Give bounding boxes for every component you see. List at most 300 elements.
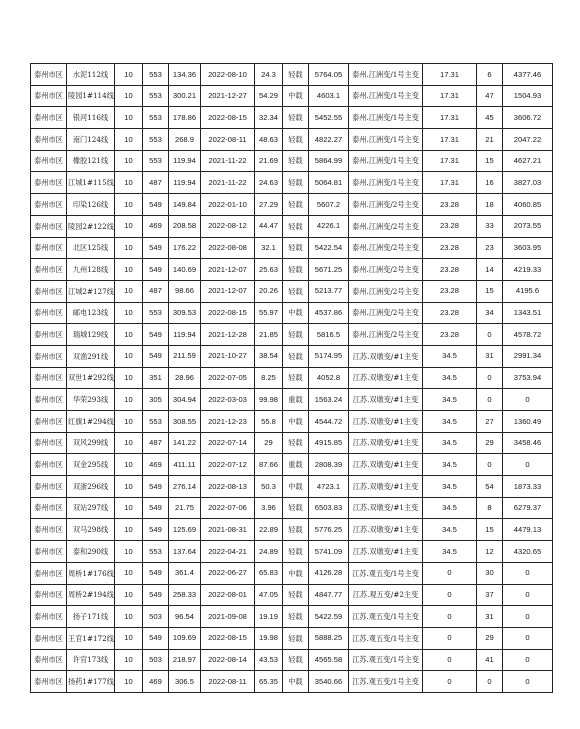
- line-name-cell: 邮电123线: [67, 302, 115, 324]
- voltage-cell: 10: [115, 389, 143, 411]
- line-name-cell: 红旗1#294线: [67, 411, 115, 433]
- margin-cell: 4847.77: [309, 584, 349, 606]
- date-cell: 2021-12-27: [201, 85, 255, 107]
- area-cell: 泰州市区: [31, 64, 67, 86]
- line-name-cell: 北区125线: [67, 237, 115, 259]
- margin-cell: 5741.09: [309, 541, 349, 563]
- load-cell: 306.5: [169, 671, 201, 693]
- voltage-cell: 10: [115, 150, 143, 172]
- load-status-cell: 重载: [283, 389, 309, 411]
- area-cell: 泰州市区: [31, 237, 67, 259]
- date-cell: 2021-11-22: [201, 150, 255, 172]
- area-cell: 泰州市区: [31, 129, 67, 151]
- load-status-cell: 轻载: [283, 345, 309, 367]
- margin-cell: 4052.8: [309, 367, 349, 389]
- available-cell: 3753.94: [503, 367, 553, 389]
- count-cell: 21: [477, 129, 503, 151]
- capacity-cell: 553: [143, 541, 169, 563]
- line-name-cell: 周桥1#176线: [67, 562, 115, 584]
- load-rate-cell: 22.89: [255, 519, 283, 541]
- line-name-cell: 陵园2#122线: [67, 215, 115, 237]
- margin-cell: 5213.77: [309, 280, 349, 302]
- capacity-cell: 553: [143, 411, 169, 433]
- voltage-cell: 10: [115, 129, 143, 151]
- available-cell: 1873.33: [503, 476, 553, 498]
- area-cell: 泰州市区: [31, 454, 67, 476]
- date-cell: 2022-07-05: [201, 367, 255, 389]
- capacity-cell: 305: [143, 389, 169, 411]
- area-cell: 泰州市区: [31, 324, 67, 346]
- transformer-cell: 江苏.双墩变/#1主变: [349, 519, 423, 541]
- load-status-cell: 轻载: [283, 280, 309, 302]
- transformer-rate-cell: 0: [423, 649, 477, 671]
- transformer-cell: 江苏.双墩变/#1主变: [349, 432, 423, 454]
- date-cell: 2021-10-27: [201, 345, 255, 367]
- transformer-rate-cell: 0: [423, 584, 477, 606]
- available-cell: 2073.55: [503, 215, 553, 237]
- load-rate-cell: 29: [255, 432, 283, 454]
- area-cell: 泰州市区: [31, 302, 67, 324]
- table-row: [31, 280, 553, 302]
- voltage-cell: 10: [115, 64, 143, 86]
- table-row: [31, 519, 553, 541]
- capacity-cell: 549: [143, 584, 169, 606]
- count-cell: 15: [477, 150, 503, 172]
- date-cell: 2022-03-03: [201, 389, 255, 411]
- date-cell: 2021-12-23: [201, 411, 255, 433]
- load-cell: 276.14: [169, 476, 201, 498]
- count-cell: 0: [477, 367, 503, 389]
- capacity-cell: 549: [143, 259, 169, 281]
- transformer-cell: 泰州.江洲变/1号主变: [349, 85, 423, 107]
- count-cell: 0: [477, 324, 503, 346]
- voltage-cell: 10: [115, 497, 143, 519]
- load-rate-cell: 47.05: [255, 584, 283, 606]
- load-cell: 411.11: [169, 454, 201, 476]
- count-cell: 30: [477, 562, 503, 584]
- table-row: [31, 302, 553, 324]
- load-status-cell: 轻载: [283, 194, 309, 216]
- line-name-cell: 扬子171线: [67, 606, 115, 628]
- margin-cell: 4723.1: [309, 476, 349, 498]
- area-cell: 泰州市区: [31, 476, 67, 498]
- load-cell: 96.54: [169, 606, 201, 628]
- capacity-cell: 469: [143, 215, 169, 237]
- table-row: [31, 85, 553, 107]
- table-row: [31, 129, 553, 151]
- transformer-rate-cell: 34.5: [423, 432, 477, 454]
- area-cell: 泰州市区: [31, 259, 67, 281]
- count-cell: 31: [477, 606, 503, 628]
- available-cell: 4578.72: [503, 324, 553, 346]
- table-row: [31, 324, 553, 346]
- date-cell: 2022-08-10: [201, 64, 255, 86]
- table-row: [31, 107, 553, 129]
- load-cell: 211.59: [169, 345, 201, 367]
- area-cell: 泰州市区: [31, 150, 67, 172]
- transformer-rate-cell: 23.28: [423, 237, 477, 259]
- load-rate-cell: 99.98: [255, 389, 283, 411]
- transformer-cell: 泰州.江洲变/1号主变: [349, 129, 423, 151]
- feeder-load-table: [30, 63, 553, 693]
- load-rate-cell: 38.54: [255, 345, 283, 367]
- transformer-rate-cell: 23.28: [423, 280, 477, 302]
- load-status-cell: 轻载: [283, 627, 309, 649]
- count-cell: 27: [477, 411, 503, 433]
- date-cell: 2022-07-12: [201, 454, 255, 476]
- area-cell: 泰州市区: [31, 280, 67, 302]
- capacity-cell: 553: [143, 150, 169, 172]
- load-status-cell: 轻载: [283, 172, 309, 194]
- load-rate-cell: 25.63: [255, 259, 283, 281]
- transformer-rate-cell: 17.31: [423, 150, 477, 172]
- transformer-cell: 江苏.双墩变/#1主变: [349, 476, 423, 498]
- area-cell: 泰州市区: [31, 107, 67, 129]
- table-row: [31, 367, 553, 389]
- area-cell: 泰州市区: [31, 497, 67, 519]
- available-cell: 1343.51: [503, 302, 553, 324]
- capacity-cell: 503: [143, 606, 169, 628]
- line-name-cell: 橡胶121线: [67, 150, 115, 172]
- transformer-rate-cell: 17.31: [423, 85, 477, 107]
- line-name-cell: 许官173线: [67, 649, 115, 671]
- table-row: [31, 64, 553, 86]
- transformer-rate-cell: 23.28: [423, 215, 477, 237]
- count-cell: 15: [477, 280, 503, 302]
- load-status-cell: 中载: [283, 302, 309, 324]
- margin-cell: 4126.28: [309, 562, 349, 584]
- voltage-cell: 10: [115, 85, 143, 107]
- load-cell: 218.97: [169, 649, 201, 671]
- load-cell: 149.84: [169, 194, 201, 216]
- count-cell: 15: [477, 519, 503, 541]
- count-cell: 54: [477, 476, 503, 498]
- transformer-cell: 泰州.江洲变/2号主变: [349, 324, 423, 346]
- margin-cell: 5452.55: [309, 107, 349, 129]
- voltage-cell: 10: [115, 324, 143, 346]
- transformer-cell: 泰州.江洲变/2号主变: [349, 259, 423, 281]
- transformer-rate-cell: 23.28: [423, 259, 477, 281]
- date-cell: 2022-06-27: [201, 562, 255, 584]
- capacity-cell: 549: [143, 562, 169, 584]
- transformer-rate-cell: 34.5: [423, 411, 477, 433]
- load-cell: 140.69: [169, 259, 201, 281]
- load-cell: 28.96: [169, 367, 201, 389]
- margin-cell: 5422.54: [309, 237, 349, 259]
- transformer-cell: 江苏.观五变/1号主变: [349, 627, 423, 649]
- load-cell: 119.94: [169, 324, 201, 346]
- transformer-rate-cell: 0: [423, 671, 477, 693]
- load-cell: 134.36: [169, 64, 201, 86]
- count-cell: 29: [477, 627, 503, 649]
- voltage-cell: 10: [115, 519, 143, 541]
- table-row: [31, 345, 553, 367]
- load-cell: 119.94: [169, 172, 201, 194]
- available-cell: 0: [503, 671, 553, 693]
- voltage-cell: 10: [115, 627, 143, 649]
- transformer-rate-cell: 17.31: [423, 107, 477, 129]
- count-cell: 23: [477, 237, 503, 259]
- available-cell: 3606.72: [503, 107, 553, 129]
- date-cell: 2022-07-06: [201, 497, 255, 519]
- capacity-cell: 549: [143, 476, 169, 498]
- area-cell: 泰州市区: [31, 541, 67, 563]
- load-cell: 141.22: [169, 432, 201, 454]
- voltage-cell: 10: [115, 194, 143, 216]
- table-row: [31, 172, 553, 194]
- load-rate-cell: 19.19: [255, 606, 283, 628]
- margin-cell: 5607.2: [309, 194, 349, 216]
- available-cell: 4195.6: [503, 280, 553, 302]
- load-status-cell: 轻载: [283, 129, 309, 151]
- transformer-cell: 江苏.双墩变/#1主变: [349, 345, 423, 367]
- load-status-cell: 轻载: [283, 497, 309, 519]
- load-rate-cell: 27.29: [255, 194, 283, 216]
- area-cell: 泰州市区: [31, 172, 67, 194]
- available-cell: 0: [503, 627, 553, 649]
- transformer-rate-cell: 34.5: [423, 541, 477, 563]
- count-cell: 6: [477, 64, 503, 86]
- transformer-rate-cell: 34.5: [423, 345, 477, 367]
- count-cell: 41: [477, 649, 503, 671]
- transformer-cell: 江苏.双墩变/#1主变: [349, 389, 423, 411]
- transformer-cell: 江苏.双墩变/#1主变: [349, 541, 423, 563]
- capacity-cell: 549: [143, 194, 169, 216]
- count-cell: 0: [477, 389, 503, 411]
- capacity-cell: 549: [143, 345, 169, 367]
- table-row: [31, 259, 553, 281]
- margin-cell: 5888.25: [309, 627, 349, 649]
- transformer-cell: 泰州.江洲变/1号主变: [349, 107, 423, 129]
- voltage-cell: 10: [115, 345, 143, 367]
- load-rate-cell: 8.25: [255, 367, 283, 389]
- capacity-cell: 549: [143, 324, 169, 346]
- load-status-cell: 中载: [283, 562, 309, 584]
- available-cell: 1504.93: [503, 85, 553, 107]
- load-status-cell: 中载: [283, 476, 309, 498]
- voltage-cell: 10: [115, 302, 143, 324]
- load-rate-cell: 32.34: [255, 107, 283, 129]
- line-name-cell: 双马298线: [67, 519, 115, 541]
- line-name-cell: 银河116线: [67, 107, 115, 129]
- voltage-cell: 10: [115, 367, 143, 389]
- count-cell: 14: [477, 259, 503, 281]
- date-cell: 2022-07-14: [201, 432, 255, 454]
- count-cell: 37: [477, 584, 503, 606]
- load-rate-cell: 24.89: [255, 541, 283, 563]
- count-cell: 8: [477, 497, 503, 519]
- available-cell: 4320.65: [503, 541, 553, 563]
- transformer-cell: 江苏.观五变/1号主变: [349, 649, 423, 671]
- transformer-cell: 江苏.观五变/1号主变: [349, 671, 423, 693]
- load-rate-cell: 32.1: [255, 237, 283, 259]
- capacity-cell: 469: [143, 671, 169, 693]
- transformer-rate-cell: 0: [423, 627, 477, 649]
- count-cell: 18: [477, 194, 503, 216]
- date-cell: 2022-01-10: [201, 194, 255, 216]
- load-rate-cell: 55.8: [255, 411, 283, 433]
- date-cell: 2022-08-15: [201, 302, 255, 324]
- voltage-cell: 10: [115, 606, 143, 628]
- available-cell: 6279.37: [503, 497, 553, 519]
- line-name-cell: 王官1#172线: [67, 627, 115, 649]
- table-row: [31, 215, 553, 237]
- load-rate-cell: 3.96: [255, 497, 283, 519]
- load-cell: 309.53: [169, 302, 201, 324]
- line-name-cell: 双世1#292线: [67, 367, 115, 389]
- table-row: [31, 541, 553, 563]
- date-cell: 2022-08-15: [201, 107, 255, 129]
- transformer-cell: 江苏.观五变/1号主变: [349, 562, 423, 584]
- available-cell: 3458.46: [503, 432, 553, 454]
- load-cell: 304.94: [169, 389, 201, 411]
- count-cell: 16: [477, 172, 503, 194]
- count-cell: 0: [477, 671, 503, 693]
- area-cell: 泰州市区: [31, 389, 67, 411]
- load-rate-cell: 44.47: [255, 215, 283, 237]
- available-cell: 2991.34: [503, 345, 553, 367]
- transformer-rate-cell: 17.31: [423, 172, 477, 194]
- capacity-cell: 487: [143, 432, 169, 454]
- line-name-cell: 水泥112线: [67, 64, 115, 86]
- table-row: [31, 237, 553, 259]
- available-cell: 0: [503, 606, 553, 628]
- load-status-cell: 轻载: [283, 541, 309, 563]
- transformer-cell: 江苏.观五变/#2主变: [349, 584, 423, 606]
- margin-cell: 4544.72: [309, 411, 349, 433]
- capacity-cell: 553: [143, 129, 169, 151]
- load-status-cell: 轻载: [283, 519, 309, 541]
- table-row: [31, 454, 553, 476]
- load-status-cell: 轻载: [283, 432, 309, 454]
- load-cell: 98.66: [169, 280, 201, 302]
- line-name-cell: 华荣293线: [67, 389, 115, 411]
- line-name-cell: 陵园1#114线: [67, 85, 115, 107]
- transformer-cell: 泰州.江洲变/2号主变: [349, 302, 423, 324]
- line-name-cell: 周桥2#194线: [67, 584, 115, 606]
- date-cell: 2021-09-08: [201, 606, 255, 628]
- transformer-cell: 泰州.江洲变/1号主变: [349, 150, 423, 172]
- transformer-cell: 泰州.江洲变/2号主变: [349, 215, 423, 237]
- voltage-cell: 10: [115, 237, 143, 259]
- load-cell: 361.4: [169, 562, 201, 584]
- load-status-cell: 中载: [283, 671, 309, 693]
- date-cell: 2021-11-22: [201, 172, 255, 194]
- voltage-cell: 10: [115, 172, 143, 194]
- transformer-rate-cell: 34.5: [423, 497, 477, 519]
- available-cell: 1360.49: [503, 411, 553, 433]
- available-cell: 0: [503, 649, 553, 671]
- capacity-cell: 549: [143, 497, 169, 519]
- available-cell: 0: [503, 562, 553, 584]
- load-status-cell: 轻载: [283, 64, 309, 86]
- load-rate-cell: 24.63: [255, 172, 283, 194]
- load-cell: 308.55: [169, 411, 201, 433]
- available-cell: 3603.95: [503, 237, 553, 259]
- load-cell: 176.22: [169, 237, 201, 259]
- load-cell: 125.69: [169, 519, 201, 541]
- available-cell: 0: [503, 389, 553, 411]
- table-row: [31, 194, 553, 216]
- load-rate-cell: 43.53: [255, 649, 283, 671]
- capacity-cell: 487: [143, 172, 169, 194]
- line-name-cell: 双风299线: [67, 432, 115, 454]
- load-rate-cell: 19.98: [255, 627, 283, 649]
- date-cell: 2021-08-31: [201, 519, 255, 541]
- area-cell: 泰州市区: [31, 367, 67, 389]
- line-name-cell: 泰和290线: [67, 541, 115, 563]
- transformer-rate-cell: 17.31: [423, 64, 477, 86]
- date-cell: 2022-08-15: [201, 627, 255, 649]
- count-cell: 0: [477, 454, 503, 476]
- date-cell: 2021-12-28: [201, 324, 255, 346]
- load-cell: 258.33: [169, 584, 201, 606]
- transformer-rate-cell: 23.28: [423, 302, 477, 324]
- load-status-cell: 轻载: [283, 215, 309, 237]
- transformer-rate-cell: 23.28: [423, 194, 477, 216]
- voltage-cell: 10: [115, 432, 143, 454]
- transformer-cell: 泰州.江洲变/2号主变: [349, 194, 423, 216]
- load-rate-cell: 87.66: [255, 454, 283, 476]
- table-row: [31, 150, 553, 172]
- voltage-cell: 10: [115, 476, 143, 498]
- area-cell: 泰州市区: [31, 671, 67, 693]
- load-status-cell: 重载: [283, 454, 309, 476]
- table-row: [31, 476, 553, 498]
- transformer-rate-cell: 34.5: [423, 476, 477, 498]
- area-cell: 泰州市区: [31, 584, 67, 606]
- line-name-cell: 南门124线: [67, 129, 115, 151]
- area-cell: 泰州市区: [31, 606, 67, 628]
- load-status-cell: 中载: [283, 411, 309, 433]
- available-cell: 0: [503, 454, 553, 476]
- load-cell: 21.75: [169, 497, 201, 519]
- load-rate-cell: 21.85: [255, 324, 283, 346]
- table-row: [31, 432, 553, 454]
- area-cell: 泰州市区: [31, 194, 67, 216]
- margin-cell: 1563.24: [309, 389, 349, 411]
- load-cell: 178.86: [169, 107, 201, 129]
- voltage-cell: 10: [115, 454, 143, 476]
- table-row: [31, 649, 553, 671]
- count-cell: 33: [477, 215, 503, 237]
- load-rate-cell: 50.3: [255, 476, 283, 498]
- capacity-cell: 553: [143, 302, 169, 324]
- table-row: [31, 671, 553, 693]
- area-cell: 泰州市区: [31, 345, 67, 367]
- margin-cell: 4537.86: [309, 302, 349, 324]
- line-name-cell: 瑞城129线: [67, 324, 115, 346]
- area-cell: 泰州市区: [31, 519, 67, 541]
- load-cell: 109.69: [169, 627, 201, 649]
- load-rate-cell: 65.83: [255, 562, 283, 584]
- capacity-cell: 549: [143, 237, 169, 259]
- margin-cell: 2808.39: [309, 454, 349, 476]
- capacity-cell: 487: [143, 280, 169, 302]
- voltage-cell: 10: [115, 649, 143, 671]
- line-name-cell: 双站297线: [67, 497, 115, 519]
- count-cell: 12: [477, 541, 503, 563]
- voltage-cell: 10: [115, 259, 143, 281]
- date-cell: 2022-08-08: [201, 237, 255, 259]
- date-cell: 2021-12-07: [201, 280, 255, 302]
- transformer-rate-cell: 34.5: [423, 389, 477, 411]
- count-cell: 34: [477, 302, 503, 324]
- count-cell: 45: [477, 107, 503, 129]
- load-rate-cell: 54.29: [255, 85, 283, 107]
- voltage-cell: 10: [115, 541, 143, 563]
- margin-cell: 4822.27: [309, 129, 349, 151]
